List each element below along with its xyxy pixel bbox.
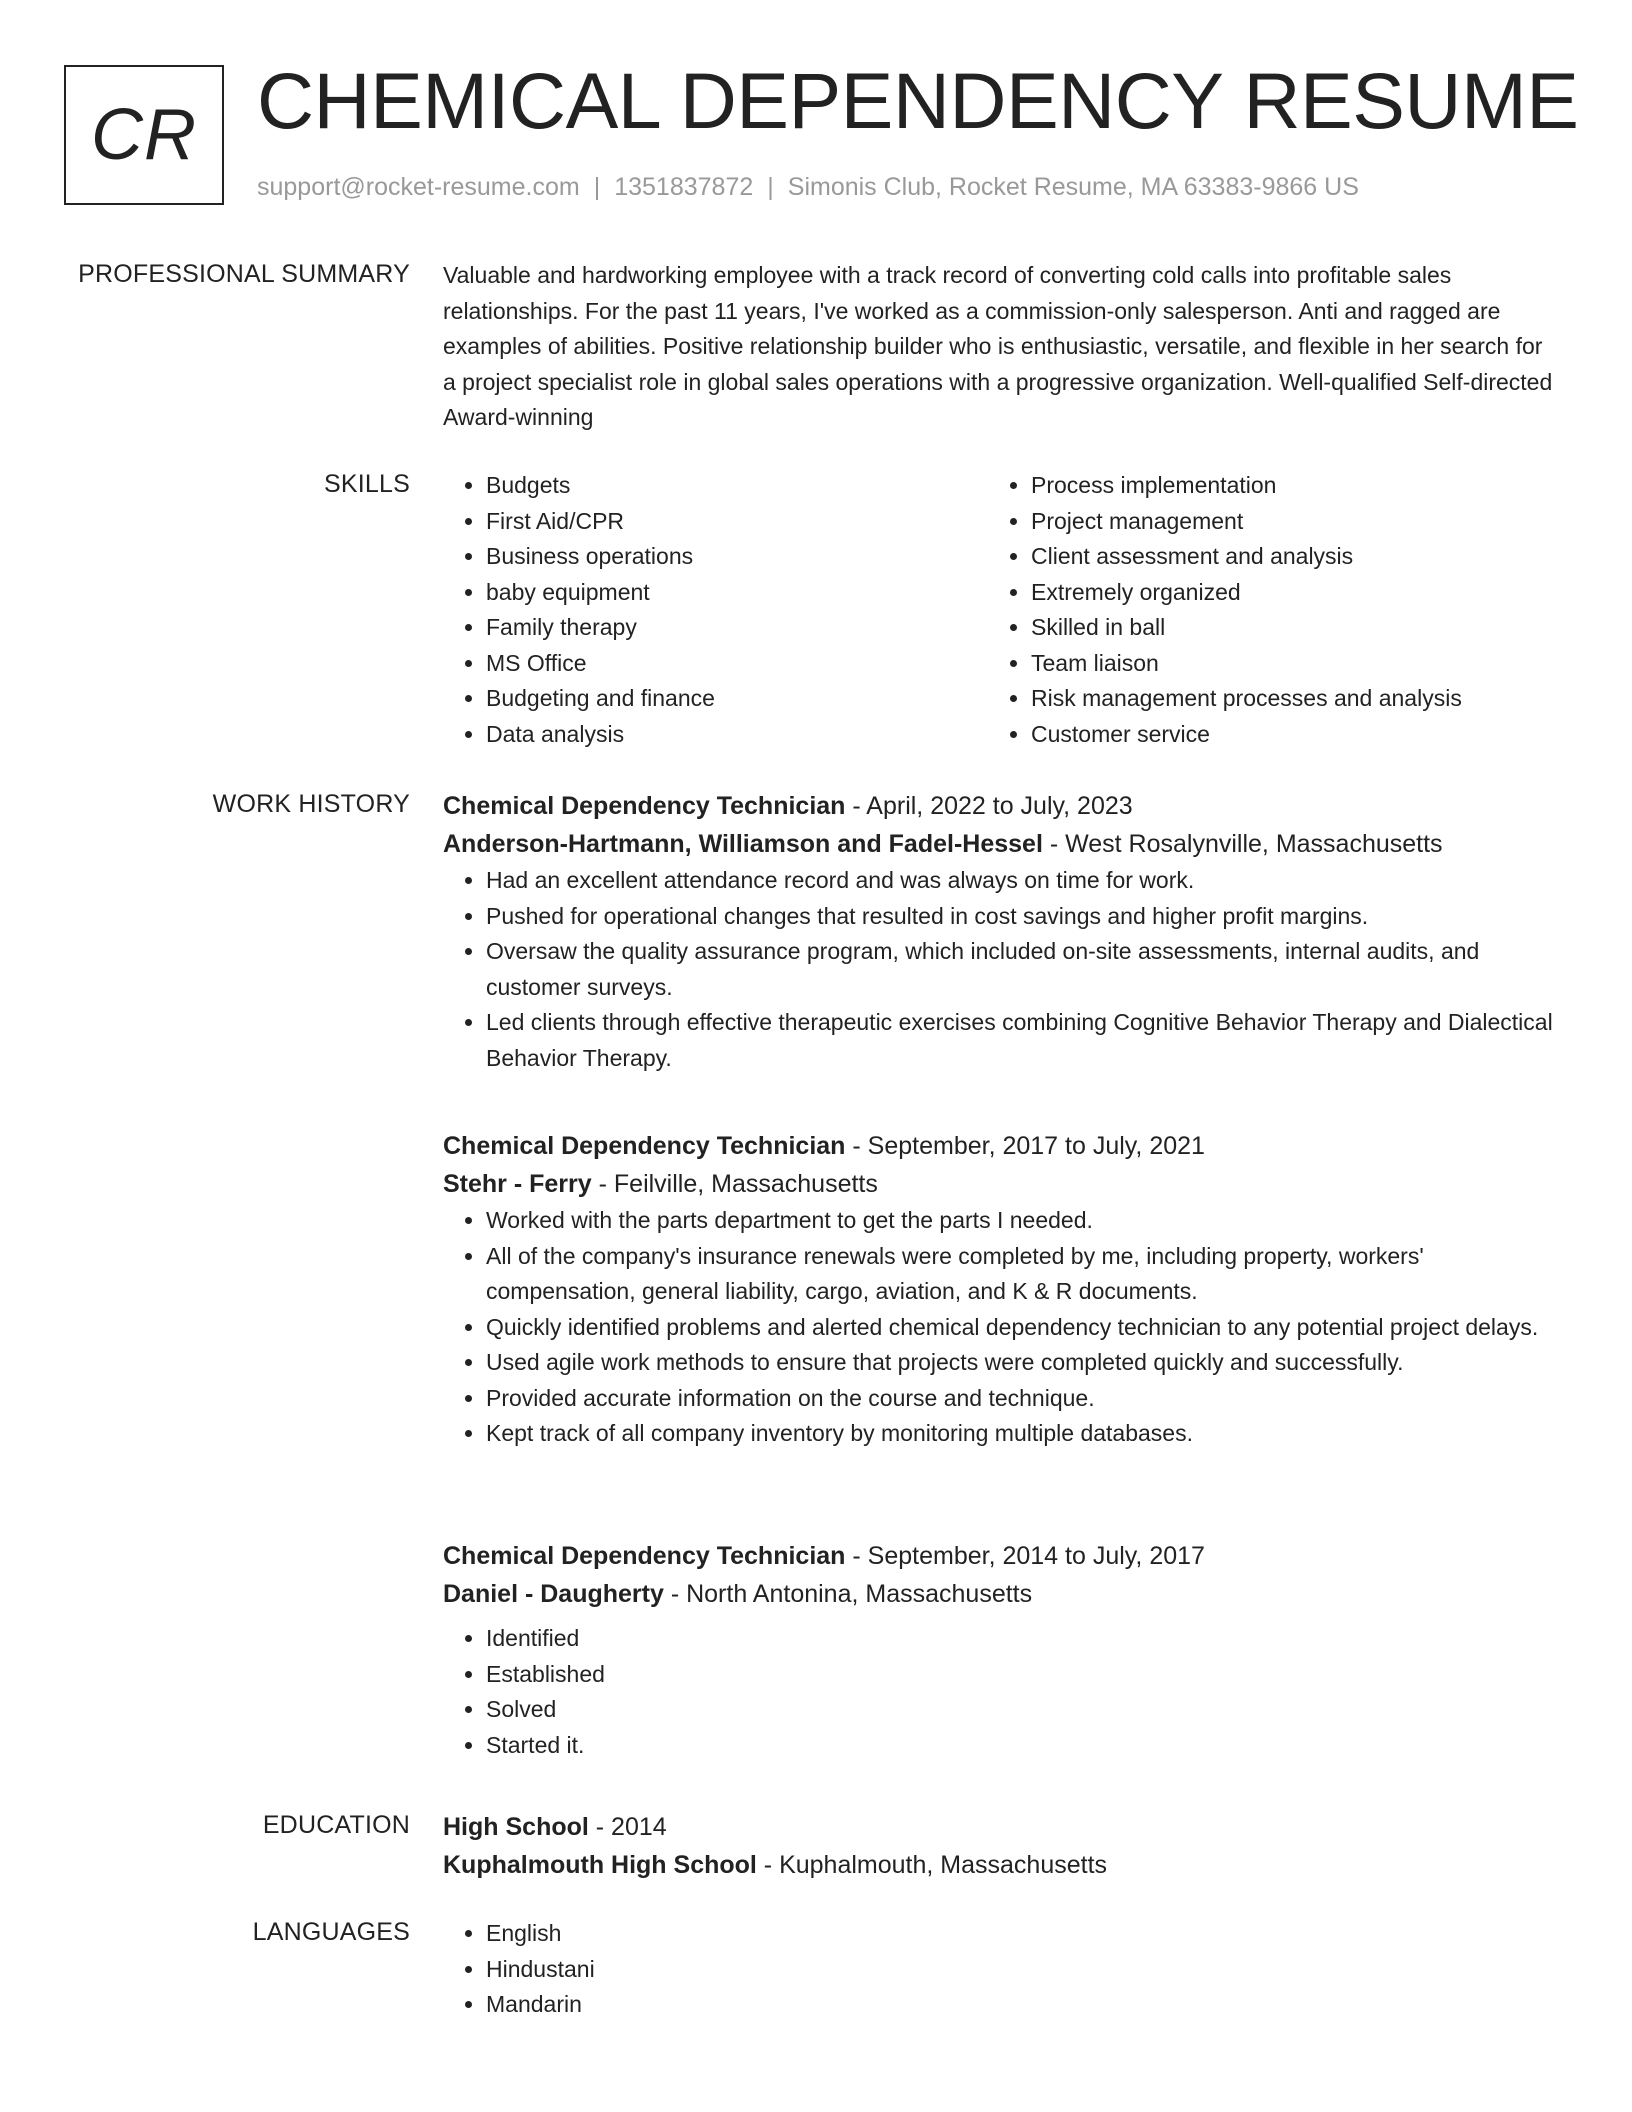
job-location: - Feilville, Massachusetts (591, 1170, 878, 1198)
job-bullet: • Started it. (486, 1728, 1553, 1764)
skill-item: • baby equipment (486, 575, 988, 611)
skills-list-right (988, 468, 1533, 752)
resume-title: CHEMICAL DEPENDENCY RESUME (257, 56, 1579, 145)
skills-column-left (443, 468, 988, 752)
job-bullet: • Worked with the parts department to get the parts I needed. (486, 1203, 1553, 1239)
section-label-summary: PROFESSIONAL SUMMARY (78, 260, 410, 288)
section-label-education: EDUCATION (262, 1811, 410, 1839)
education-degree-line (443, 1808, 1553, 1846)
job-bullet: • Quickly identified problems and alerted chemical dependency technician to any potential project delays. (486, 1310, 1553, 1346)
languages-list (443, 1916, 1553, 2023)
skill-item: • Skilled in ball (1031, 610, 1533, 646)
section-label-languages: LANGUAGES (252, 1918, 410, 1946)
summary-text: Valuable and hardworking employee with a track record of converting cold calls into profitable sales relationships. For the past 11 years, I've worked as a commission-only salesperson. Anti and ragged are examples of abilities. Positive relationship builder who is enthusiastic, versatile, and flexible in her search for a project specialist role in global sales operations with a progressive organization. Well-qualified Self-directed Award-winning (443, 262, 1553, 430)
job-bullet: • Used agile work methods to ensure that projects were completed quickly and successfully. (486, 1345, 1553, 1381)
language-item: • Mandarin (486, 1987, 1553, 2023)
job-title-line (443, 1127, 1553, 1165)
job-company: Anderson-Hartmann, Williamson and Fadel-Hessel (443, 830, 1043, 858)
contact-address: Simonis Club, Rocket Resume, MA 63383-9866 US (787, 173, 1359, 201)
job-bullet-list (443, 863, 1553, 1076)
job-bullet: • Established (486, 1657, 1553, 1693)
language-item: • Hindustani (486, 1952, 1553, 1988)
job-company-line (443, 1165, 1553, 1203)
job-location: - West Rosalynville, Massachusetts (1042, 830, 1443, 858)
skill-item: • Team liaison (1031, 646, 1533, 682)
job-title: Chemical Dependency Technician (443, 792, 846, 820)
job-entry (443, 787, 1553, 1076)
skill-item: • Family therapy (486, 610, 988, 646)
skill-item: • Project management (1031, 504, 1533, 540)
job-bullet: • Had an excellent attendance record and was always on time for work. (486, 863, 1553, 899)
skill-item: • Customer service (1031, 717, 1533, 753)
contact-separator: | (593, 173, 601, 201)
job-company-line (443, 825, 1553, 863)
skill-item: • Extremely organized (1031, 575, 1533, 611)
education-location: - Kuphalmouth, Massachusetts (756, 1851, 1108, 1879)
job-bullet: • Oversaw the quality assurance program, which included on-site assessments, internal audits, and customer surveys. (486, 934, 1553, 1005)
skills-list-left (443, 468, 988, 752)
summary-body (443, 258, 1553, 436)
skills-grid (443, 468, 1553, 752)
contact-line (257, 173, 1359, 202)
job-bullet: • Kept track of all company inventory by monitoring multiple databases. (486, 1416, 1553, 1452)
skill-item: • Risk management processes and analysis (1031, 681, 1533, 717)
contact-separator: | (767, 173, 774, 201)
languages-body (443, 1916, 1553, 2023)
job-bullet: • Solved (486, 1692, 1553, 1728)
job-company: Stehr - Ferry (443, 1170, 592, 1198)
monogram-box (64, 65, 224, 205)
job-dates: - September, 2014 to July, 2017 (845, 1542, 1205, 1570)
education-school-line (443, 1846, 1553, 1884)
section-label-work-history: WORK HISTORY (212, 790, 410, 818)
education-school: Kuphalmouth High School (443, 1851, 757, 1879)
job-entry (443, 1537, 1553, 1763)
skill-item: • Process implementation (1031, 468, 1533, 504)
job-bullet-list (443, 1621, 1553, 1763)
job-bullet: • Pushed for operational changes that resulted in cost savings and higher profit margins. (486, 899, 1553, 935)
job-title-line (443, 1537, 1553, 1575)
education-year: - 2014 (588, 1813, 667, 1841)
job-company-line (443, 1575, 1553, 1613)
language-item: • English (486, 1916, 1553, 1952)
contact-phone[interactable]: 1351837872 (614, 173, 754, 201)
contact-email[interactable]: support@rocket-resume.com (257, 173, 580, 201)
job-company: Daniel - Daugherty (443, 1580, 664, 1608)
education-degree: High School (443, 1813, 589, 1841)
job-bullet: • All of the company's insurance renewals were completed by me, including property, workers' compensation, general liability, cargo, aviation, and K & R documents. (486, 1239, 1553, 1310)
job-bullet: • Provided accurate information on the course and technique. (486, 1381, 1553, 1417)
skills-body (443, 468, 1553, 752)
skill-item: • MS Office (486, 646, 988, 682)
job-bullet-list (443, 1203, 1553, 1452)
job-bullet: • Led clients through effective therapeutic exercises combining Cognitive Behavior Therapy and Dialectical Behavior Therapy. (486, 1005, 1553, 1076)
skill-item: • Business operations (486, 539, 988, 575)
skill-item: • First Aid/CPR (486, 504, 988, 540)
job-location: - North Antonina, Massachusetts (663, 1580, 1033, 1608)
job-dates: - September, 2017 to July, 2021 (845, 1132, 1205, 1160)
job-title: Chemical Dependency Technician (443, 1132, 846, 1160)
skill-item: • Budgeting and finance (486, 681, 988, 717)
skills-column-right (988, 468, 1533, 752)
skill-item: • Client assessment and analysis (1031, 539, 1533, 575)
job-bullet: • Identified (486, 1621, 1553, 1657)
skill-item: • Budgets (486, 468, 988, 504)
monogram-initials: CR (91, 95, 197, 175)
job-title: Chemical Dependency Technician (443, 1542, 846, 1570)
skill-item: • Data analysis (486, 717, 988, 753)
job-dates: - April, 2022 to July, 2023 (845, 792, 1133, 820)
job-title-line (443, 787, 1553, 825)
section-label-skills: SKILLS (324, 470, 410, 498)
job-entry (443, 1127, 1553, 1452)
education-body (443, 1808, 1553, 1884)
